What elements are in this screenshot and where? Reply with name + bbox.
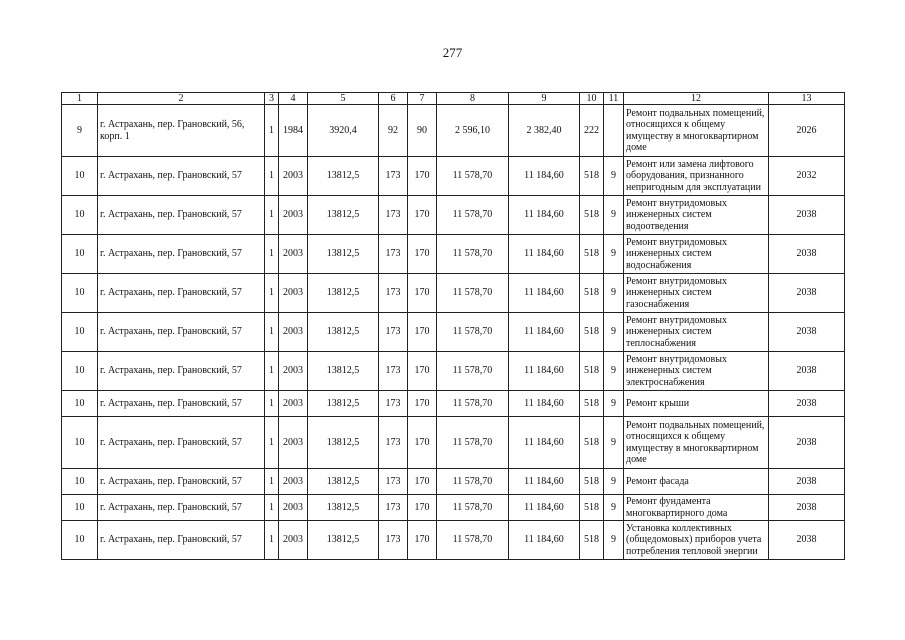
table-cell: г. Астрахань, пер. Грановский, 57 bbox=[98, 417, 265, 469]
table-cell: 2038 bbox=[769, 235, 845, 274]
table-cell: 2003 bbox=[279, 521, 308, 560]
table-cell: 222 bbox=[580, 105, 604, 157]
table-cell: 11 578,70 bbox=[437, 274, 509, 313]
table-cell: 518 bbox=[580, 521, 604, 560]
table-cell: 11 578,70 bbox=[437, 417, 509, 469]
table-cell: 1 bbox=[265, 105, 279, 157]
table-cell: 2003 bbox=[279, 469, 308, 495]
table-cell: 2003 bbox=[279, 196, 308, 235]
table-cell: Ремонт подвальных помещений, относящихся к общему имуществу в многоквартирном доме bbox=[624, 417, 769, 469]
table-cell: 173 bbox=[379, 352, 408, 391]
table-cell: 2003 bbox=[279, 352, 308, 391]
table-row bbox=[62, 157, 845, 196]
table-cell: 9 bbox=[604, 469, 624, 495]
table-cell: 1 bbox=[265, 235, 279, 274]
table-cell: 2 596,10 bbox=[437, 105, 509, 157]
table-cell: 2038 bbox=[769, 274, 845, 313]
table-cell: 9 bbox=[604, 274, 624, 313]
table-cell: 2038 bbox=[769, 196, 845, 235]
table-cell: 518 bbox=[580, 235, 604, 274]
table-cell: 1984 bbox=[279, 105, 308, 157]
table-cell: 2 382,40 bbox=[509, 105, 580, 157]
table-cell: 2003 bbox=[279, 313, 308, 352]
table-cell: 518 bbox=[580, 495, 604, 521]
table-cell: 173 bbox=[379, 313, 408, 352]
table-cell: 92 bbox=[379, 105, 408, 157]
table-cell: 10 bbox=[62, 157, 98, 196]
table-cell: 9 bbox=[604, 391, 624, 417]
table-cell: 170 bbox=[408, 196, 437, 235]
table-cell: 11 184,60 bbox=[509, 469, 580, 495]
table-cell: г. Астрахань, пер. Грановский, 57 bbox=[98, 313, 265, 352]
table-cell: 10 bbox=[62, 313, 98, 352]
table-cell: 9 bbox=[62, 105, 98, 157]
table-cell: 170 bbox=[408, 417, 437, 469]
table-cell: 90 bbox=[408, 105, 437, 157]
table-cell: 173 bbox=[379, 417, 408, 469]
table-cell: 13812,5 bbox=[308, 157, 379, 196]
table-cell: 11 184,60 bbox=[509, 521, 580, 560]
table-cell: г. Астрахань, пер. Грановский, 57 bbox=[98, 196, 265, 235]
table-cell: 9 bbox=[604, 313, 624, 352]
table-cell: 9 bbox=[604, 352, 624, 391]
table-cell: 11 578,70 bbox=[437, 521, 509, 560]
table-cell: 3920,4 bbox=[308, 105, 379, 157]
table-cell: 173 bbox=[379, 196, 408, 235]
table-cell: 173 bbox=[379, 235, 408, 274]
table-cell: г. Астрахань, пер. Грановский, 57 bbox=[98, 391, 265, 417]
table-cell: 518 bbox=[580, 196, 604, 235]
table-cell: г. Астрахань, пер. Грановский, 57 bbox=[98, 521, 265, 560]
table-cell: 10 bbox=[62, 235, 98, 274]
column-header: 1 bbox=[62, 93, 98, 105]
table-cell: 1 bbox=[265, 417, 279, 469]
table-row bbox=[62, 417, 845, 469]
table-cell: 518 bbox=[580, 391, 604, 417]
table-cell: 170 bbox=[408, 521, 437, 560]
table-row bbox=[62, 313, 845, 352]
column-header: 9 bbox=[509, 93, 580, 105]
column-header: 6 bbox=[379, 93, 408, 105]
table-cell: г. Астрахань, пер. Грановский, 57 bbox=[98, 495, 265, 521]
table-cell: 11 184,60 bbox=[509, 196, 580, 235]
table-cell: 13812,5 bbox=[308, 235, 379, 274]
table-cell: 2003 bbox=[279, 391, 308, 417]
table-cell: 13812,5 bbox=[308, 391, 379, 417]
table-row bbox=[62, 521, 845, 560]
table-cell: 13812,5 bbox=[308, 495, 379, 521]
column-header: 10 bbox=[580, 93, 604, 105]
table-cell: 2032 bbox=[769, 157, 845, 196]
table-row bbox=[62, 352, 845, 391]
table-cell: 173 bbox=[379, 521, 408, 560]
table-cell: 1 bbox=[265, 352, 279, 391]
table-cell: Установка коллективных (общедомовых) приборов учета потребления тепловой энергии bbox=[624, 521, 769, 560]
table-cell: 11 184,60 bbox=[509, 495, 580, 521]
table-cell: г. Астрахань, пер. Грановский, 57 bbox=[98, 235, 265, 274]
table-cell: 11 578,70 bbox=[437, 313, 509, 352]
table-cell: 1 bbox=[265, 196, 279, 235]
table-cell: 13812,5 bbox=[308, 196, 379, 235]
table-cell: 173 bbox=[379, 274, 408, 313]
table-cell: 1 bbox=[265, 157, 279, 196]
table-cell: 11 184,60 bbox=[509, 417, 580, 469]
table-cell bbox=[604, 105, 624, 157]
table-cell: 2003 bbox=[279, 417, 308, 469]
table-cell: 10 bbox=[62, 521, 98, 560]
table-cell: 11 184,60 bbox=[509, 313, 580, 352]
table-cell: 1 bbox=[265, 495, 279, 521]
table-cell: 518 bbox=[580, 157, 604, 196]
table-cell: 11 184,60 bbox=[509, 352, 580, 391]
table-cell: 11 184,60 bbox=[509, 235, 580, 274]
column-header: 4 bbox=[279, 93, 308, 105]
table-cell: 518 bbox=[580, 469, 604, 495]
table-row bbox=[62, 391, 845, 417]
table-cell: 170 bbox=[408, 495, 437, 521]
header-row bbox=[62, 93, 845, 105]
table-cell: 2038 bbox=[769, 391, 845, 417]
table-cell: 2026 bbox=[769, 105, 845, 157]
table-cell: г. Астрахань, пер. Грановский, 56, корп. 1 bbox=[98, 105, 265, 157]
table-cell: г. Астрахань, пер. Грановский, 57 bbox=[98, 352, 265, 391]
table-cell: Ремонт крыши bbox=[624, 391, 769, 417]
table-cell: Ремонт подвальных помещений, относящихся к общему имуществу в многоквартирном доме bbox=[624, 105, 769, 157]
table-cell: 13812,5 bbox=[308, 313, 379, 352]
column-header: 7 bbox=[408, 93, 437, 105]
table-cell: Ремонт внутридомовых инженерных систем теплоснабжения bbox=[624, 313, 769, 352]
table-row bbox=[62, 235, 845, 274]
table-cell: 2038 bbox=[769, 469, 845, 495]
table-cell: 10 bbox=[62, 274, 98, 313]
table-cell: 11 184,60 bbox=[509, 274, 580, 313]
table-cell: 2038 bbox=[769, 495, 845, 521]
table-cell: 518 bbox=[580, 274, 604, 313]
table-cell: Ремонт фундамента многоквартирного дома bbox=[624, 495, 769, 521]
table-cell: 11 578,70 bbox=[437, 157, 509, 196]
table-row bbox=[62, 196, 845, 235]
table-cell: 2038 bbox=[769, 352, 845, 391]
table-cell: 518 bbox=[580, 417, 604, 469]
table-cell: 170 bbox=[408, 391, 437, 417]
table-cell: 11 578,70 bbox=[437, 495, 509, 521]
table-cell: 10 bbox=[62, 391, 98, 417]
table-cell: Ремонт фасада bbox=[624, 469, 769, 495]
table-cell: 173 bbox=[379, 469, 408, 495]
table-row bbox=[62, 469, 845, 495]
table-cell: г. Астрахань, пер. Грановский, 57 bbox=[98, 157, 265, 196]
table-cell: 518 bbox=[580, 352, 604, 391]
table-cell: Ремонт внутридомовых инженерных систем водоснабжения bbox=[624, 235, 769, 274]
table-cell: 170 bbox=[408, 274, 437, 313]
table-cell: Ремонт внутридомовых инженерных систем водоотведения bbox=[624, 196, 769, 235]
table-cell: 10 bbox=[62, 196, 98, 235]
table-cell: Ремонт или замена лифтового оборудования, признанного непригодным для эксплуатации bbox=[624, 157, 769, 196]
table-cell: 11 578,70 bbox=[437, 391, 509, 417]
table-cell: 11 578,70 bbox=[437, 469, 509, 495]
table-cell: 11 184,60 bbox=[509, 391, 580, 417]
table-cell: 11 578,70 bbox=[437, 196, 509, 235]
table-cell: г. Астрахань, пер. Грановский, 57 bbox=[98, 274, 265, 313]
table-cell: 170 bbox=[408, 469, 437, 495]
table-row bbox=[62, 274, 845, 313]
table-cell: 10 bbox=[62, 417, 98, 469]
table-cell: 173 bbox=[379, 157, 408, 196]
table-cell: 170 bbox=[408, 157, 437, 196]
table-cell: 2003 bbox=[279, 495, 308, 521]
column-header: 12 bbox=[624, 93, 769, 105]
column-header: 3 bbox=[265, 93, 279, 105]
table-cell: 11 578,70 bbox=[437, 235, 509, 274]
table-cell: 1 bbox=[265, 274, 279, 313]
table-cell: 9 bbox=[604, 235, 624, 274]
column-header: 5 bbox=[308, 93, 379, 105]
table-cell: 9 bbox=[604, 157, 624, 196]
table-cell: 13812,5 bbox=[308, 417, 379, 469]
table-cell: 13812,5 bbox=[308, 352, 379, 391]
column-header: 2 bbox=[98, 93, 265, 105]
table-cell: 1 bbox=[265, 313, 279, 352]
table-cell: 13812,5 bbox=[308, 521, 379, 560]
table-cell: 173 bbox=[379, 391, 408, 417]
table-cell: 2003 bbox=[279, 274, 308, 313]
table-cell: Ремонт внутридомовых инженерных систем газоснабжения bbox=[624, 274, 769, 313]
table-cell: 1 bbox=[265, 391, 279, 417]
page-number: 277 bbox=[442, 45, 463, 60]
repair-schedule-table bbox=[61, 92, 845, 560]
table-cell: 11 578,70 bbox=[437, 352, 509, 391]
table-cell: 9 bbox=[604, 196, 624, 235]
column-header: 11 bbox=[604, 93, 624, 105]
table-cell: 9 bbox=[604, 521, 624, 560]
table-cell: 2038 bbox=[769, 313, 845, 352]
table-cell: 1 bbox=[265, 521, 279, 560]
column-header: 13 bbox=[769, 93, 845, 105]
table-cell: 170 bbox=[408, 235, 437, 274]
table-cell: 10 bbox=[62, 495, 98, 521]
table-row bbox=[62, 105, 845, 157]
table-cell: 2038 bbox=[769, 417, 845, 469]
table-cell: 11 184,60 bbox=[509, 157, 580, 196]
table-cell: г. Астрахань, пер. Грановский, 57 bbox=[98, 469, 265, 495]
table-cell: 2003 bbox=[279, 157, 308, 196]
table-cell: 173 bbox=[379, 495, 408, 521]
column-header: 8 bbox=[437, 93, 509, 105]
table-cell: 170 bbox=[408, 352, 437, 391]
table-cell: 2003 bbox=[279, 235, 308, 274]
table-cell: 10 bbox=[62, 469, 98, 495]
table-cell: 1 bbox=[265, 469, 279, 495]
table-cell: 518 bbox=[580, 313, 604, 352]
table-cell: 13812,5 bbox=[308, 274, 379, 313]
table-row bbox=[62, 495, 845, 521]
table-cell: 170 bbox=[408, 313, 437, 352]
table-cell: 9 bbox=[604, 417, 624, 469]
table-cell: 10 bbox=[62, 352, 98, 391]
table-cell: Ремонт внутридомовых инженерных систем электроснабжения bbox=[624, 352, 769, 391]
table-cell: 2038 bbox=[769, 521, 845, 560]
table-cell: 13812,5 bbox=[308, 469, 379, 495]
table-cell: 9 bbox=[604, 495, 624, 521]
